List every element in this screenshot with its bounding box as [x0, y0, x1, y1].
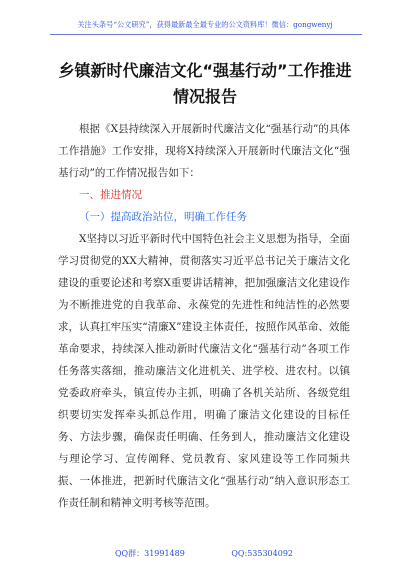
footer-qq: QQ:535304092 [231, 549, 293, 558]
document-title: 乡镇新时代廉洁文化“强基行动”工作推进情况报告 [58, 61, 352, 106]
header-banner: 关注头条号“公文研究”，获得最新最全最专业的公文资料库！微信：gongwenyj [77, 20, 333, 29]
intro-paragraph: 根据《X县持续深入开展新时代廉洁文化“强基行动”的具体工作措施》工作安排，现将X持续深入开展新时代廉洁文化“强基行动”的工作情况报告如下： [58, 123, 350, 179]
body-paragraph: X坚持以习近平新时代中国特色社会主义思想为指导，全面学习贯彻党的XX大精神，贯彻落实习近平总书记关于廉洁文化建设的重要论述和考察X重要讲话精神，把加强廉洁文化建设作为不断推进党的自我革命、永葆党的先进性和纯洁性的必然要求，认真扛牢压实“清廉X”建设主体责任，按照作风革命、效能革命要求，持续深入推动新时代廉洁文化“强基行动”各项工作任务落实落细，推动廉洁文化进机关、进学校、进农村。以镇党委政府牵头，镇宣传办主抓，明确了各机关站所、各级党组织要切实发挥牵头抓总作用，明确了廉洁文化建设的目标任务、方法步骤，确保责任明确、任务到人，推动廉洁文化建设与理论学习、宣传阐释、党员教育、家风建设等工作同频共振、一体推进，把新时代廉洁文化“强基行动”纳入意识形态工作责任制和精神文明考核等范围。 [58, 233, 350, 509]
footer-qq-group: QQ群：31991489 [114, 549, 185, 558]
footer-contact [0, 548, 408, 559]
subsection-heading: （一）提高政治站位，明确工作任务 [79, 211, 247, 223]
header-divider [50, 34, 362, 35]
document-body [58, 118, 350, 514]
section-heading: 一、推进情况 [79, 189, 142, 201]
